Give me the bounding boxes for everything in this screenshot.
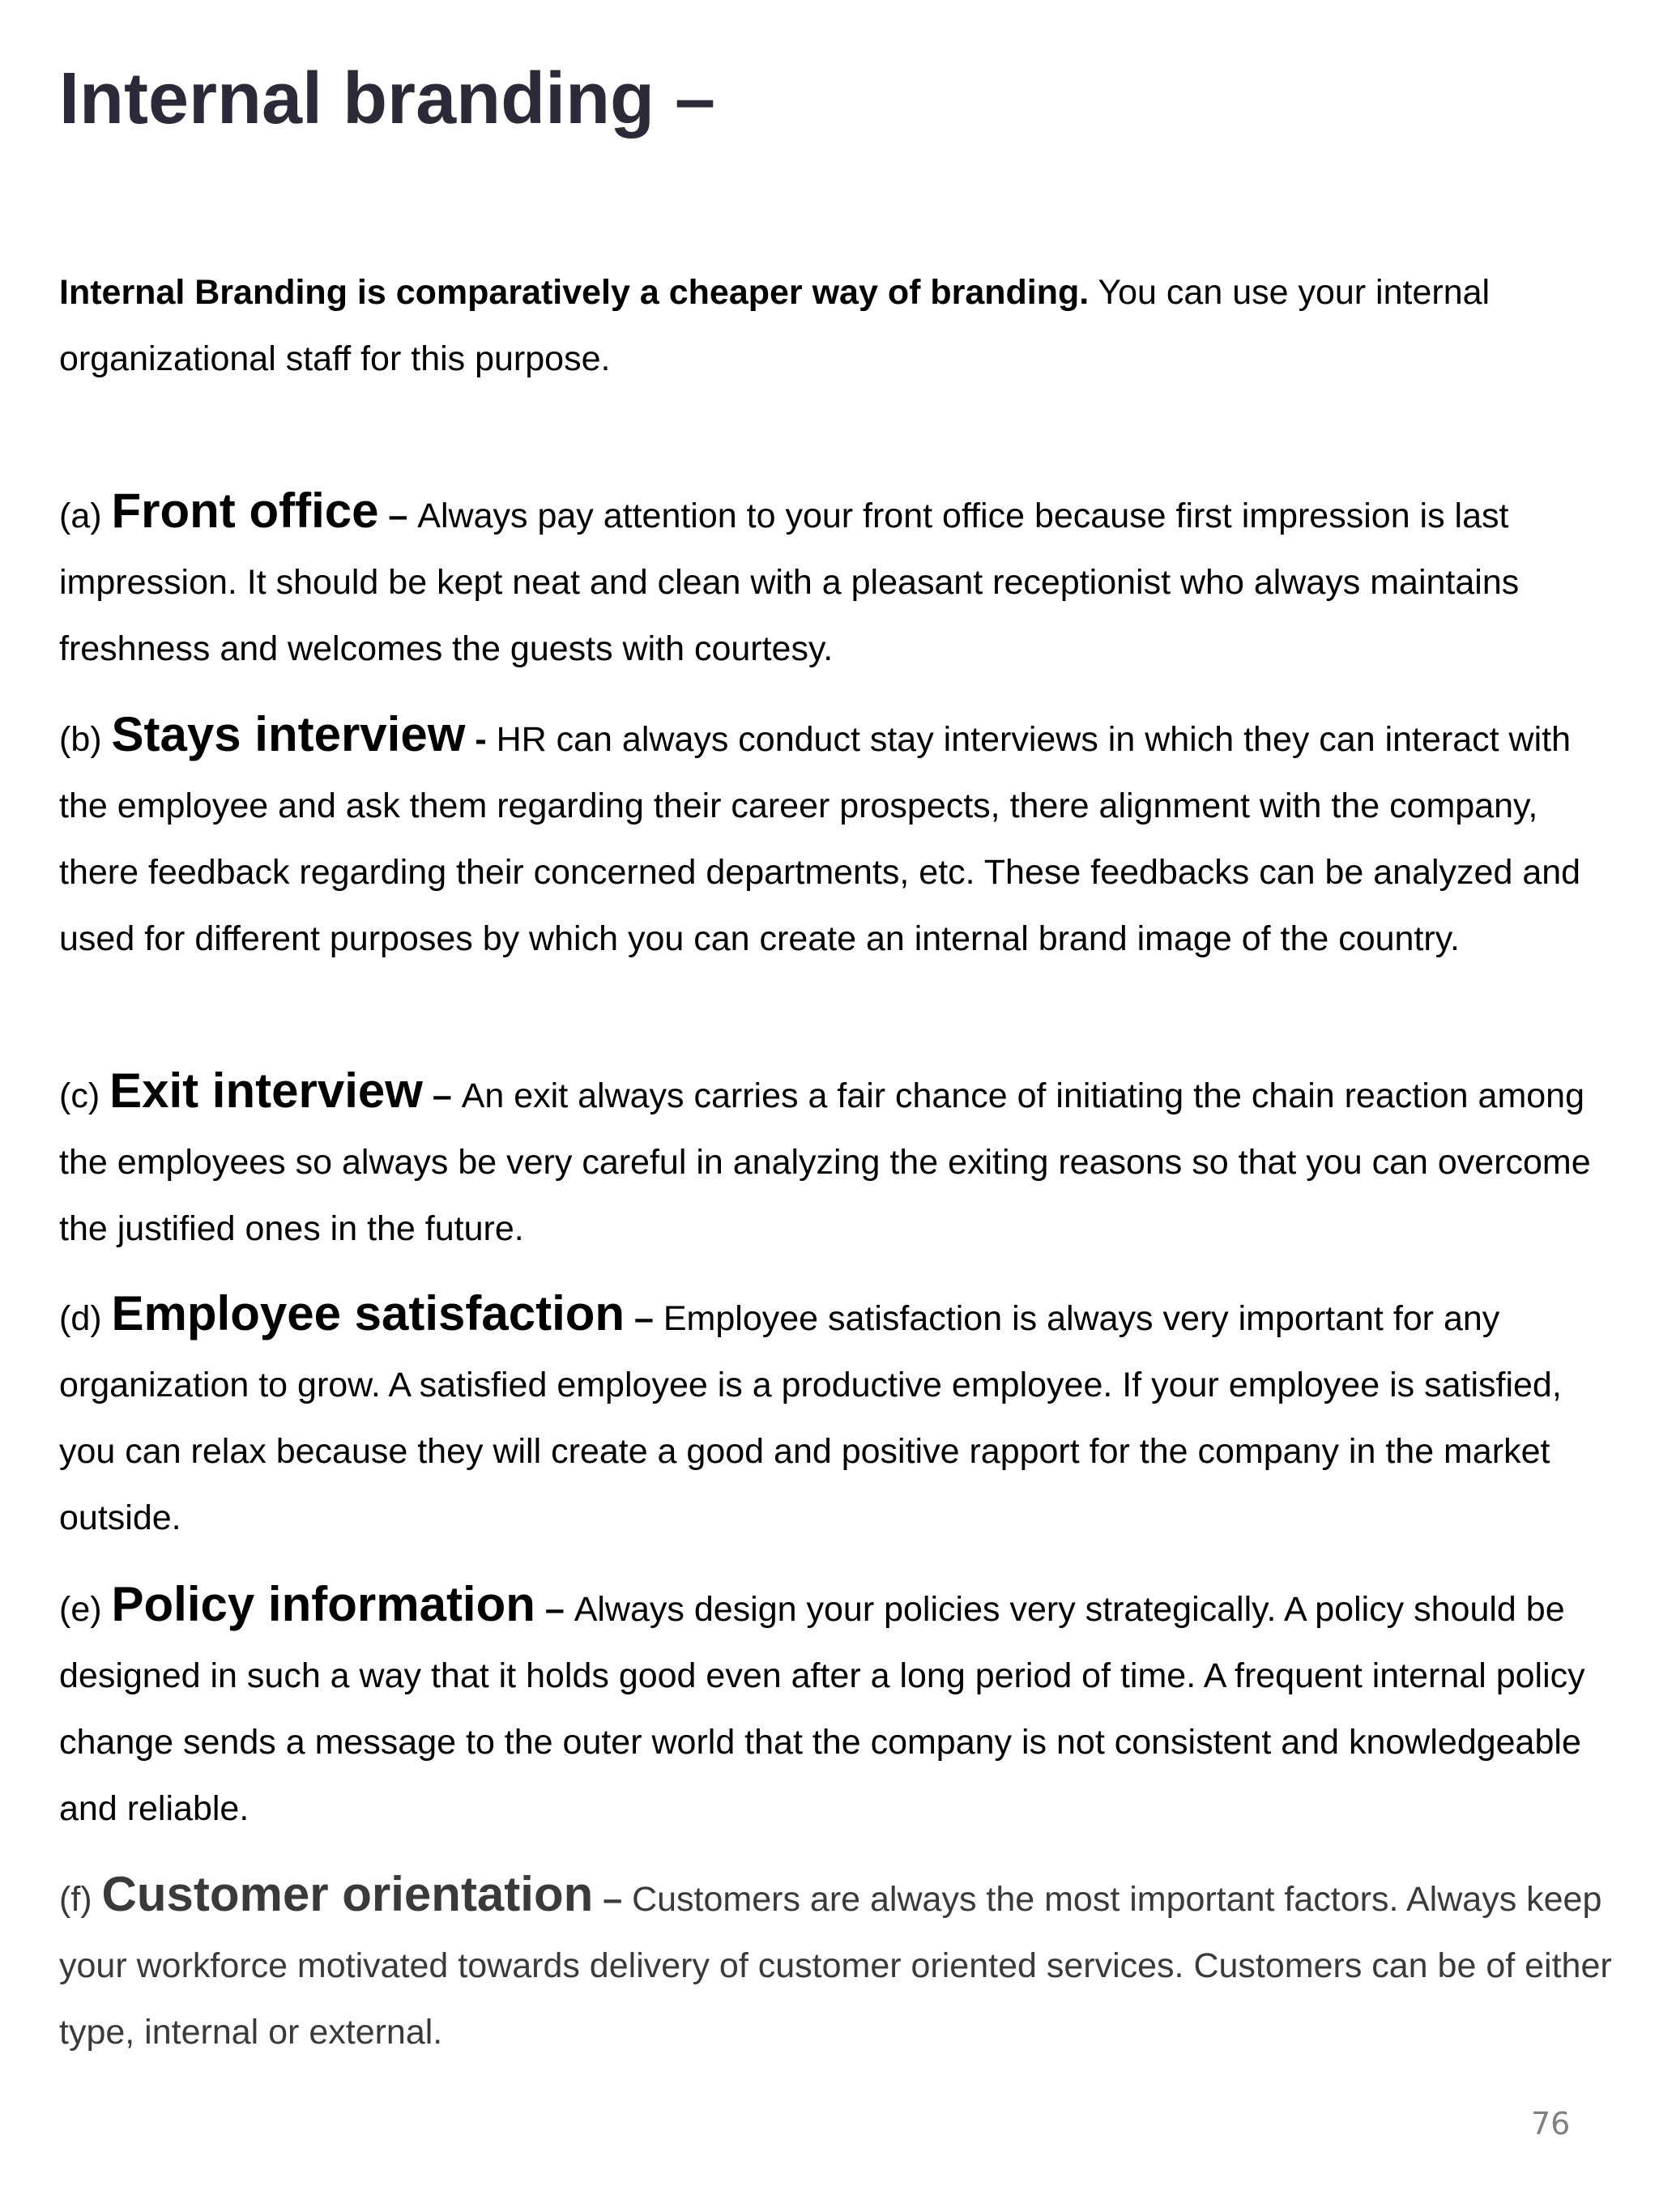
item-separator: -: [465, 720, 497, 759]
item-separator: –: [422, 1076, 462, 1115]
item-text: An exit always carries a fair chance of initiating the chain reaction among the employees so always be very careful in analyzing the exiting reasons so that you can overcome the justified ones in the future.: [59, 1076, 1591, 1248]
item-text: Always design your policies very strategically. A policy should be designed in such a way that it holds good even after a long period of time. A frequent internal policy change sends a message to the outer world that the company is not consistent and knowledgeable and reliable.: [59, 1590, 1585, 1828]
item-text: Always pay attention to your front office because first impression is last impression. It should be kept neat and clean with a pleasant receptionist who always maintains freshness and welcomes the guests with courtesy.: [59, 497, 1520, 668]
item-heading: Customer orientation: [101, 1867, 594, 1921]
intro-text: You can use your internal organizational staff for this purpose.: [59, 273, 1491, 378]
item-marker: (d): [59, 1299, 112, 1338]
list-item-policy-information: [59, 1571, 1623, 1842]
list-item-employee-satisfaction: [59, 1281, 1623, 1551]
item-heading: Stays interview: [111, 707, 466, 761]
item-marker: (f): [59, 1880, 102, 1919]
list-item-exit-interview: [59, 1058, 1623, 1262]
item-heading: Exit interview: [109, 1063, 423, 1118]
item-separator: –: [535, 1590, 574, 1629]
list-item-front-office: [59, 478, 1623, 682]
item-marker: (e): [59, 1590, 112, 1629]
item-marker: (b): [59, 720, 112, 759]
item-heading: Front office: [111, 484, 379, 538]
list-item-customer-orientation: [59, 1861, 1623, 2065]
item-heading: Employee satisfaction: [111, 1286, 625, 1340]
intro-bold-text: Internal Branding is comparatively a cheaper way of branding.: [59, 273, 1090, 312]
page-title: Internal branding –: [59, 58, 716, 139]
item-text: Customers are always the most important factors. Always keep your workforce motivated towards delivery of customer oriented services. Customers can be of either type, internal or external.: [59, 1880, 1612, 2052]
item-separator: –: [593, 1880, 633, 1919]
page-number: 76: [1531, 2106, 1571, 2142]
item-text: HR can always conduct stay interviews in which they can interact with the employee and ask them regarding their career prospects, there alignment with the company, there feedback regarding their concerned departments, etc. These feedbacks can be analyzed and used for different purposes by which you can create an internal brand image of the country.: [59, 720, 1581, 958]
item-text: Employee satisfaction is always very important for any organization to grow. A satisfied employee is a productive employee. If your employee is satisfied, you can relax because they will create a good and positive rapport for the company in the market outside.: [59, 1299, 1562, 1537]
item-marker: (c): [59, 1076, 110, 1115]
list-item-stays-interview: [59, 701, 1623, 972]
intro-paragraph: [59, 259, 1623, 392]
item-heading: Policy information: [111, 1577, 535, 1631]
item-marker: (a): [59, 497, 112, 535]
item-separator: –: [378, 497, 418, 535]
item-separator: –: [625, 1299, 663, 1338]
